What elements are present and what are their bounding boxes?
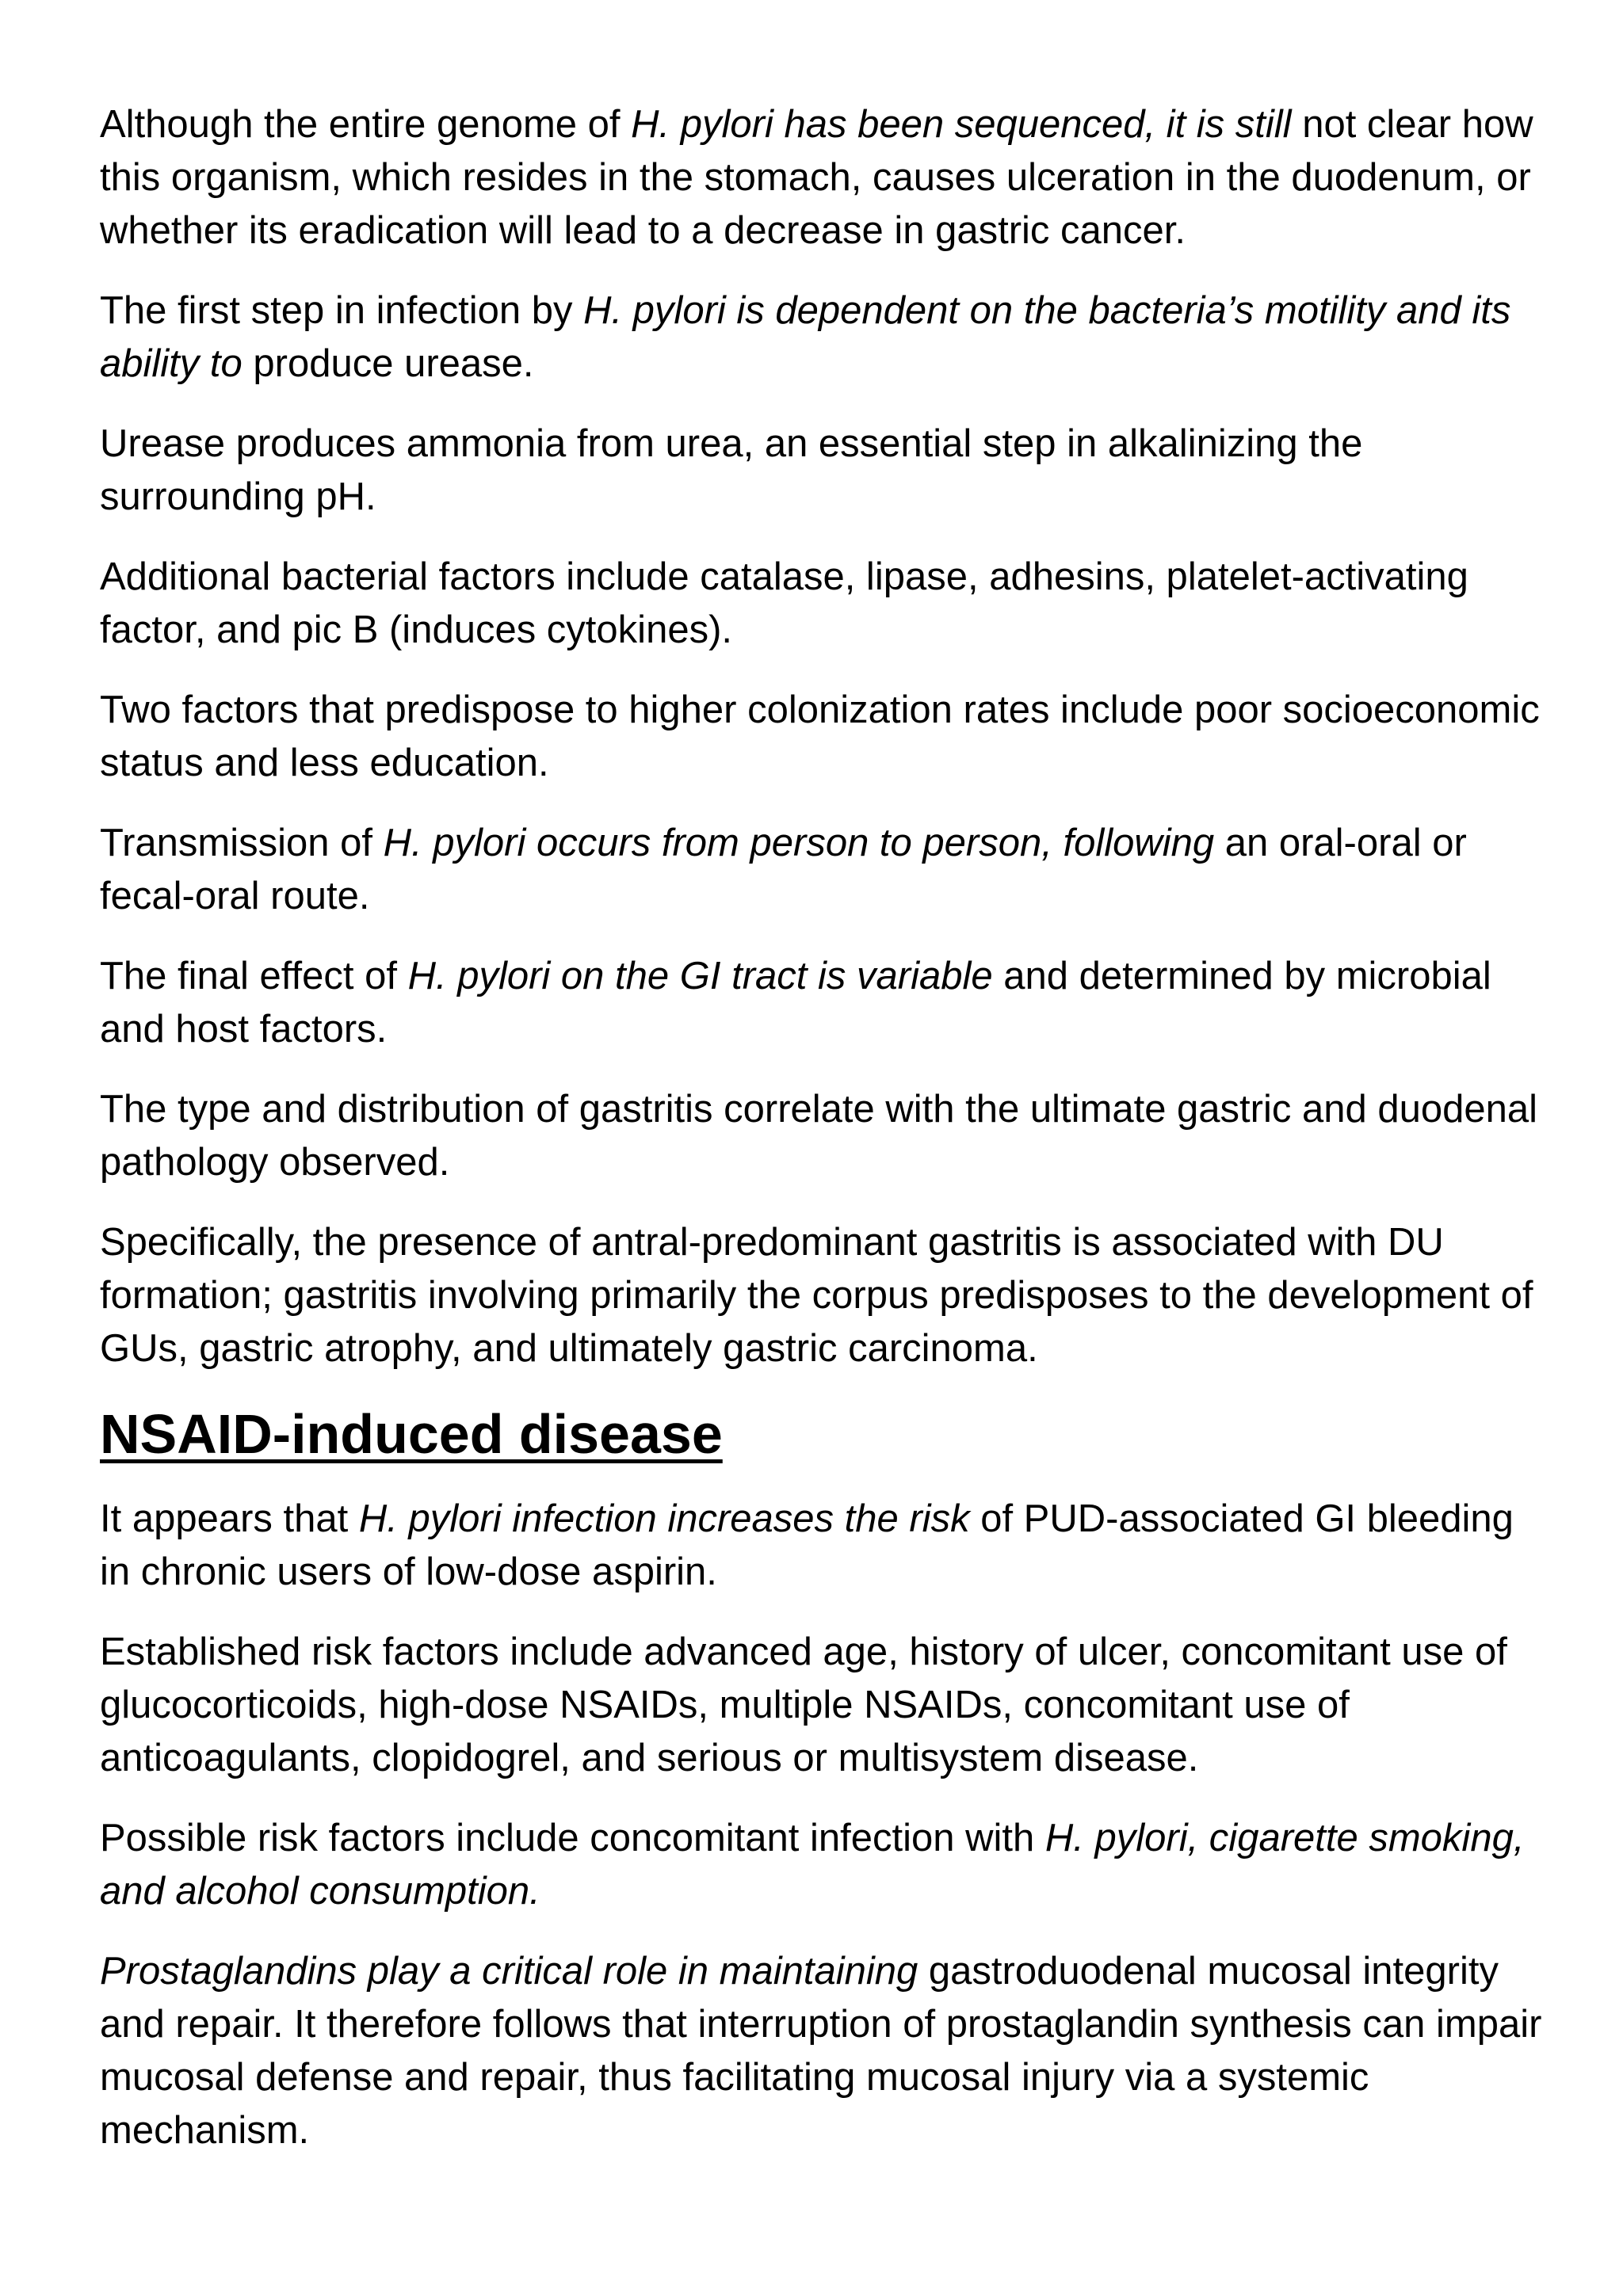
paragraph-final-effect — [100, 950, 1550, 1056]
paragraph-text: Transmission of — [100, 822, 384, 864]
paragraph-established-risk — [100, 1626, 1550, 1785]
paragraph-italic-text: H. pylori, cigarette smoking, and alcohol consumption. — [100, 1817, 1525, 1913]
paragraph-text: of PUD-associated GI bleeding in chronic users of low-dose aspirin. — [100, 1497, 1514, 1593]
paragraph-italic-text: H. pylori on the GI tract is variable — [407, 955, 993, 997]
paragraph-antral-gastritis — [100, 1216, 1550, 1375]
paragraph-text: Possible risk factors include concomitant infection with — [100, 1817, 1045, 1859]
paragraph-colonization — [100, 684, 1550, 790]
paragraph-italic-text: Prostaglandins play a critical role in maintaining — [100, 1950, 918, 1993]
paragraph-text: and determined by microbial and host factors. — [100, 955, 1491, 1051]
paragraph-text: It appears that — [100, 1497, 359, 1540]
paragraph-first-step — [100, 284, 1550, 391]
document-page — [100, 98, 1550, 2184]
paragraph-text: Specifically, the presence of antral-predominant gastritis is associated with DU formation; gastritis involving primarily the corpus predisposes to the development of GUs, gastric atrophy, and ultimately gastric carcinoma. — [100, 1221, 1533, 1370]
paragraph-text: not clear how this organism, which resides in the stomach, causes ulceration in the duodenum, or whether its eradication will lead to a decrease in gastric cancer. — [100, 103, 1533, 252]
paragraph-possible-risk — [100, 1812, 1550, 1918]
paragraph-text: Two factors that predispose to higher colonization rates include poor socioeconomic status and less education. — [100, 688, 1540, 784]
paragraph-genome — [100, 98, 1550, 257]
paragraph-text: an oral-oral or fecal-oral route. — [100, 822, 1467, 917]
section-heading: NSAID-induced disease — [100, 1403, 723, 1465]
paragraph-italic-text: H. pylori has been sequenced, it is still — [631, 103, 1292, 146]
paragraph-italic-text: H. pylori occurs from person to person, following — [383, 822, 1215, 864]
paragraph-text: Established risk factors include advanced age, history of ulcer, concomitant use of glucocorticoids, high-dose NSAIDs, multiple NSAIDs, concomitant use of anticoagulants, clopidogrel, and serious or multisystem disease. — [100, 1630, 1507, 1779]
paragraph-text: produce urease. — [242, 342, 534, 385]
paragraph-gastritis-type — [100, 1083, 1550, 1189]
paragraph-text: Although the entire genome of — [100, 103, 632, 146]
paragraph-text: Additional bacterial factors include catalase, lipase, adhesins, platelet-activating factor, and pic B (induces cytokines). — [100, 555, 1468, 651]
paragraph-aspirin-bleeding — [100, 1493, 1550, 1599]
paragraph-text: Urease produces ammonia from urea, an essential step in alkalinizing the surrounding pH. — [100, 422, 1363, 518]
paragraph-text: The first step in infection by — [100, 289, 584, 332]
paragraph-italic-text: H. pylori is dependent on the bacteria’s motility and its ability to — [100, 289, 1511, 385]
paragraph-text: gastroduodenal mucosal integrity and repair. It therefore follows that interruption of prostaglandin synthesis can impair mucosal defense and repair, thus facilitating mucosal injury via a systemic mechanism. — [100, 1950, 1542, 2152]
paragraph-prostaglandins — [100, 1945, 1550, 2157]
paragraph-transmission — [100, 817, 1550, 923]
paragraph-bacterial-factors — [100, 551, 1550, 657]
paragraph-italic-text: H. pylori infection increases the risk — [358, 1497, 970, 1540]
paragraph-text: The final effect of — [100, 955, 408, 997]
paragraph-text: The type and distribution of gastritis correlate with the ultimate gastric and duodenal pathology observed. — [100, 1088, 1538, 1184]
paragraph-urease — [100, 418, 1550, 524]
